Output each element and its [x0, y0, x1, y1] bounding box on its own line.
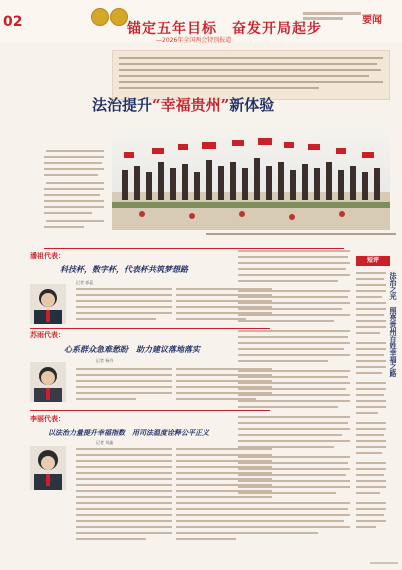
intro-column: [44, 150, 106, 234]
headline: [92, 94, 274, 115]
section-2-quote: 心系群众急难愁盼 助力建议落地落实: [64, 344, 200, 354]
sidebar-body: [356, 272, 386, 546]
masthead-title: 锚定五年目标 奋发开局起步: [127, 21, 322, 37]
section-1-quote: 科技杯，数字杯，代表杯共筑梦想路: [60, 264, 188, 274]
masthead-subtitle: —2026年全国两会特别报道: [156, 37, 232, 44]
section-1-byline: 记者 郭蕊: [76, 280, 94, 285]
section-2-byline: 记者 杨丹: [96, 358, 114, 363]
flower-emblem-icon: [110, 8, 128, 26]
right-body-column: [238, 250, 354, 554]
section-rule: [30, 410, 270, 411]
footer-note: [370, 562, 398, 566]
section-3-label: 李丽代表：: [30, 415, 65, 423]
section-rule: [44, 248, 344, 249]
page-number: 02: [3, 14, 23, 30]
section-2-label: 苏雨代表：: [30, 331, 65, 339]
section-2-portrait: [30, 362, 66, 402]
section-brand: 要闻: [362, 15, 382, 26]
section-3-byline: 记者 刘鑫: [96, 440, 114, 445]
hero-photo: [112, 122, 390, 230]
headline-post: 新体验: [229, 96, 275, 114]
sidebar-tag: 短评: [356, 256, 390, 266]
section-1-portrait: [30, 284, 66, 324]
issue-info: [303, 12, 361, 28]
section-rule: [30, 328, 270, 329]
intro-text-block: [44, 150, 106, 230]
sidebar-vertical-title: 法治之光 照亮贵州百姓幸福之路: [389, 272, 397, 377]
section-3-portrait: [30, 446, 66, 490]
lead-paragraph: [112, 50, 390, 100]
emblem-icon: [91, 8, 109, 26]
section-3-quote: 以法治力量提升幸福指数 用司法温度诠释公平正义: [48, 428, 209, 437]
photo-caption: [206, 233, 396, 238]
section-1-label: 潘祖代表：: [30, 252, 65, 260]
headline-highlight: “幸福贵州”: [152, 96, 230, 114]
headline-pre: 法治提升: [92, 96, 153, 114]
